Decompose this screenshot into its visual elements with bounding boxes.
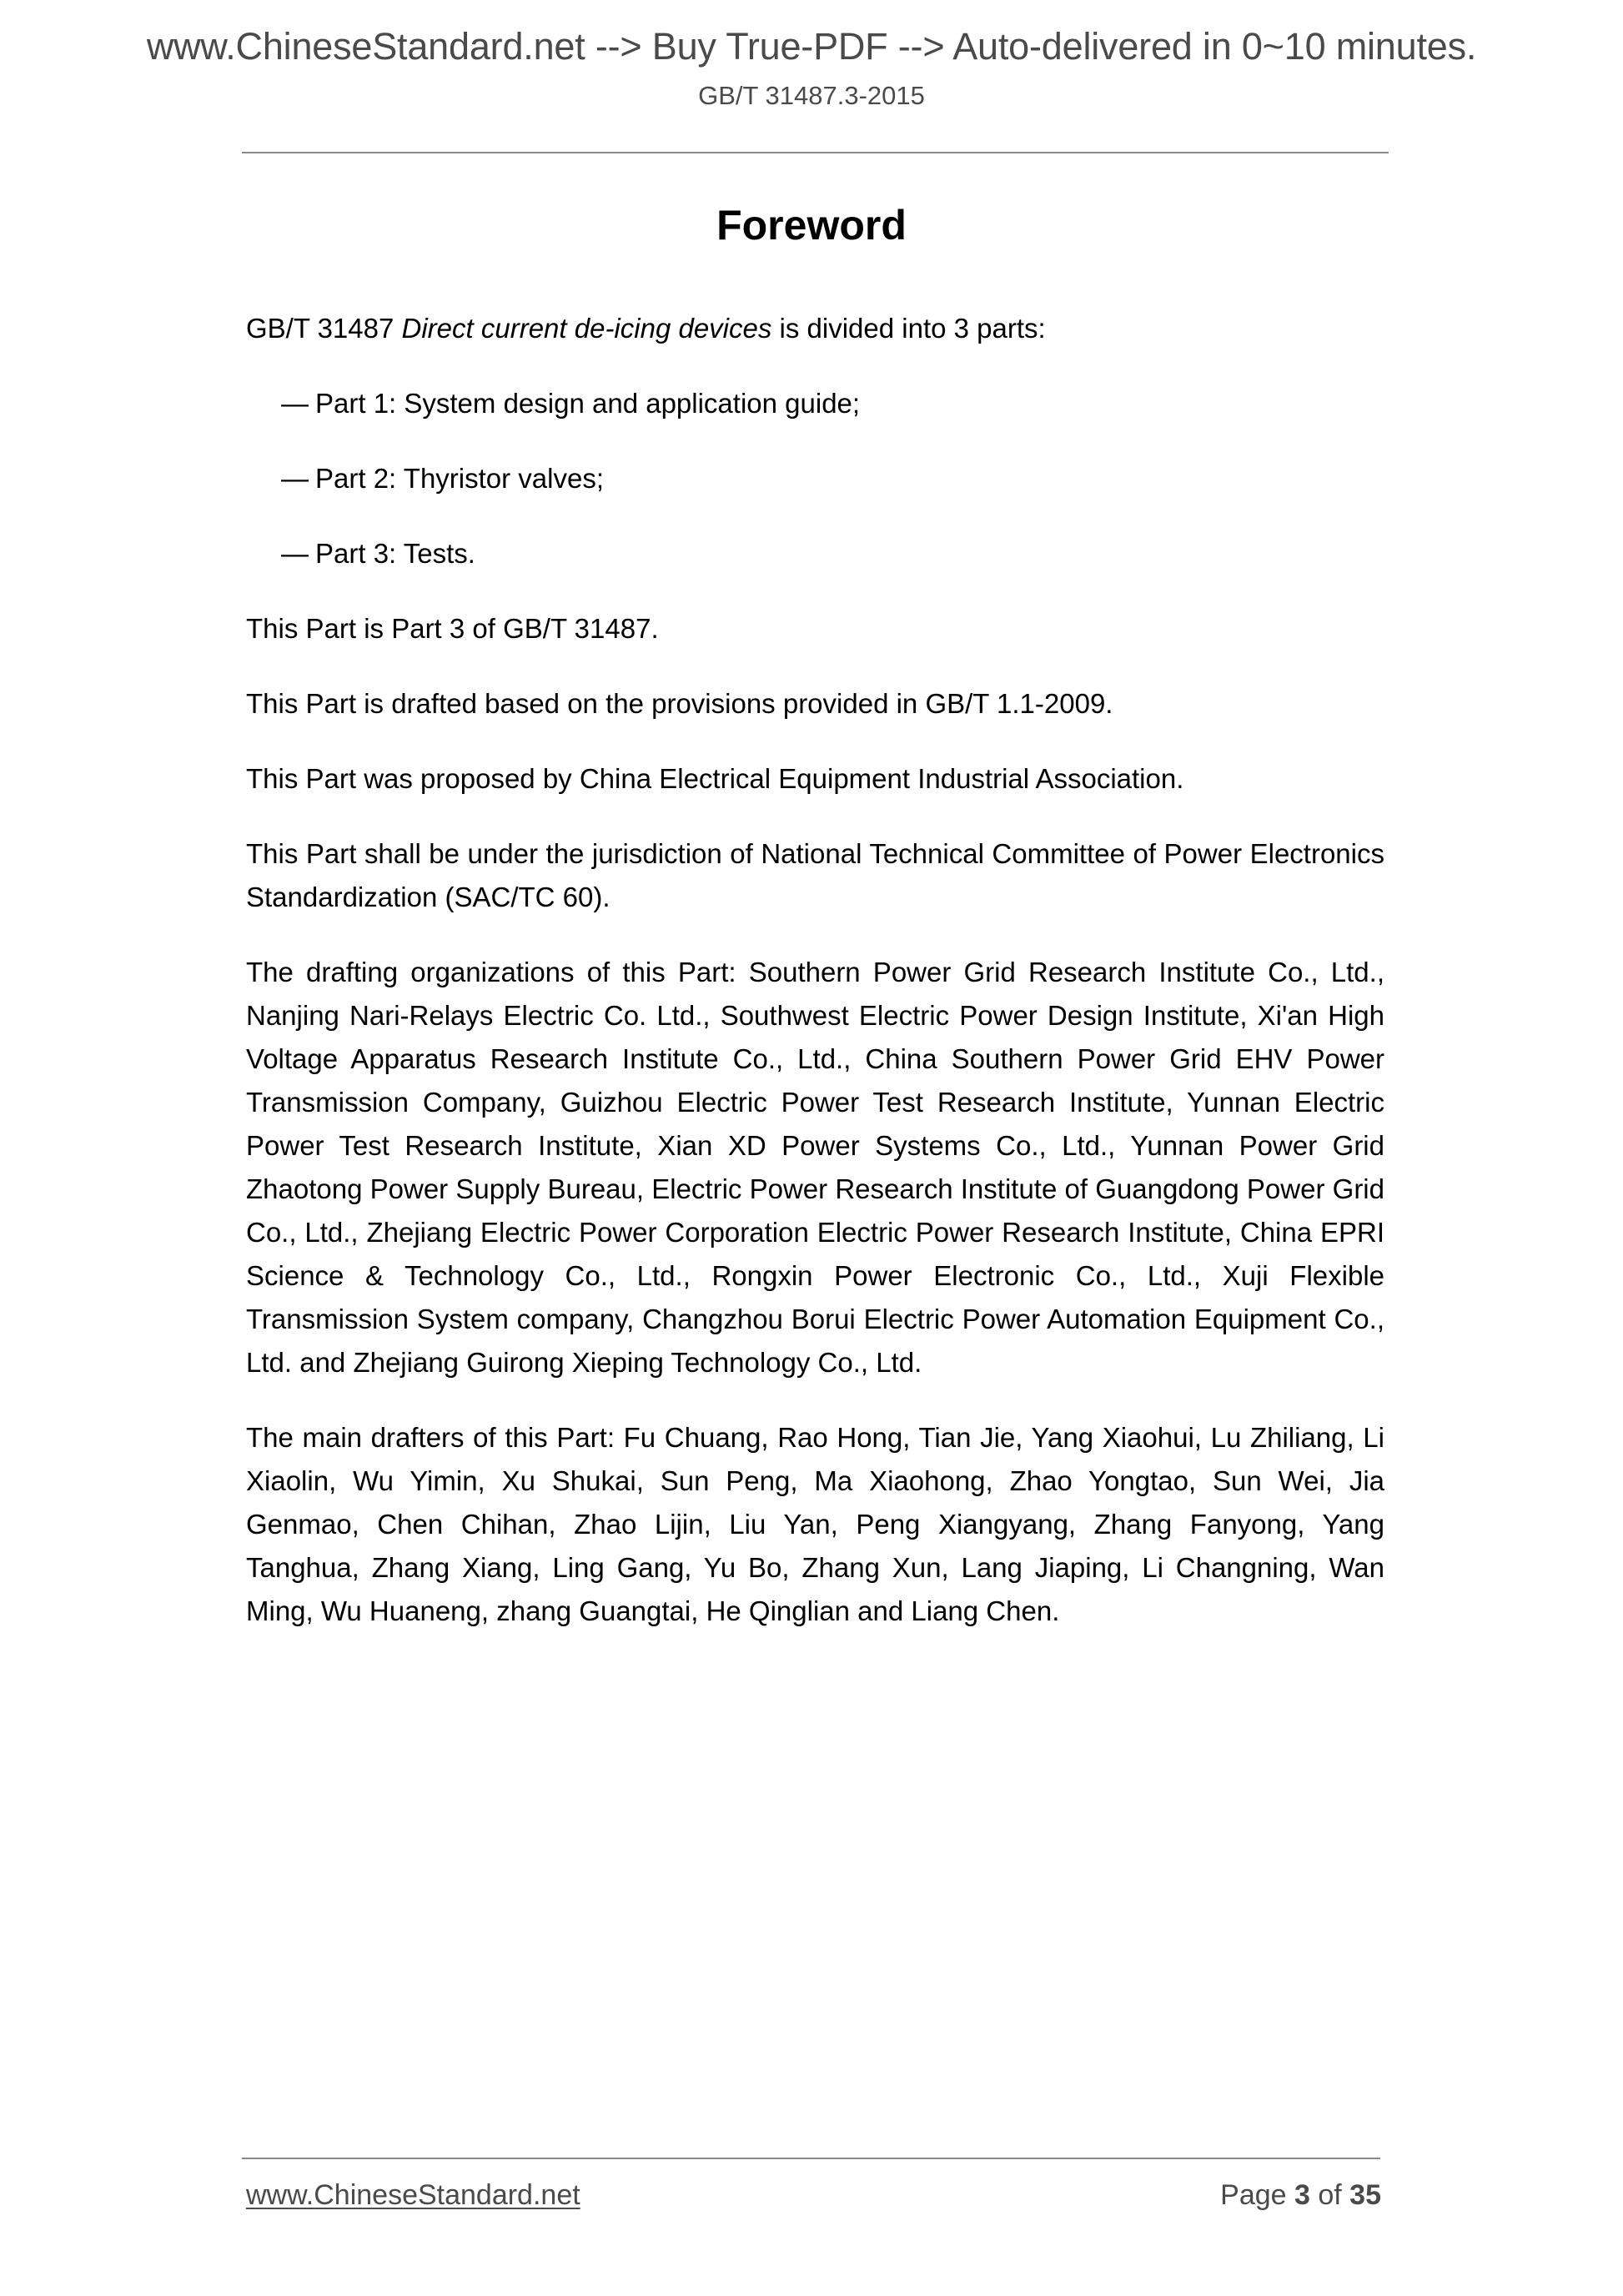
intro-paragraph	[246, 307, 1384, 350]
page-title: Foreword	[716, 202, 907, 249]
paragraph-proposer: This Part was proposed by China Electrical Equipment Industrial Association.	[246, 763, 1184, 794]
dash-bullet: —	[281, 538, 309, 569]
header-divider	[242, 152, 1389, 153]
dash-bullet: —	[281, 463, 309, 494]
list-item-part-1	[246, 382, 1384, 425]
dash-bullet: —	[281, 388, 309, 419]
document-code: GB/T 31487.3-2015	[698, 81, 925, 110]
paragraph-part-of: This Part is Part 3 of GB/T 31487.	[246, 613, 659, 644]
part-label: Part 1: System design and application guide;	[315, 388, 861, 419]
footer-site-link[interactable]: www.ChineseStandard.net	[246, 2179, 580, 2211]
page-indicator	[1220, 2177, 1381, 2213]
page-of: of	[1309, 2179, 1350, 2211]
total-page-count: 35	[1349, 2179, 1381, 2211]
current-page-number: 3	[1294, 2179, 1310, 2211]
part-label: Part 2: Thyristor valves;	[315, 463, 605, 494]
intro-prefix: GB/T 31487	[246, 313, 402, 344]
promo-banner: www.ChineseStandard.net --> Buy True-PDF --> Auto-delivered in 0~10 minutes.	[146, 25, 1477, 68]
foreword-body	[246, 307, 1384, 1633]
standard-title: Direct current de-icing devices	[401, 313, 772, 344]
paragraph-drafting-organizations: The drafting organizations of this Part: Southern Power Grid Research Institute Co., Ltd., Nanjing Nari-Relays Electric Co. Ltd., Southwest Electric Power Design Institute, Xi'an High Voltage Apparatus Research Institute Co., Ltd., China Southern Power Grid EHV Power Transmission Company, Guizhou Electric Power Test Research Institute, Yunnan Electric Power Test Research Institute, Xian XD Power Systems Co., Ltd., Yunnan Power Grid Zhaotong Power Supply Bureau, Electric Power Research Institute of Guangdong Power Grid Co., Ltd., Zhejiang Electric Power Corporation Electric Power Research Institute, China EPRI Science & Technology Co., Ltd., Rongxin Power Electronic Co., Ltd., Xuji Flexible Transmission System company, Changzhou Borui Electric Power Automation Equipment Co., Ltd. and Zhejiang Guirong Xieping Technology Co., Ltd.	[246, 957, 1384, 1378]
footer-divider	[242, 2158, 1380, 2159]
paragraph-main-drafters: The main drafters of this Part: Fu Chuang, Rao Hong, Tian Jie, Yang Xiaohui, Lu Zhiliang, Li Xiaolin, Wu Yimin, Xu Shukai, Sun Peng, Ma Xiaohong, Zhao Yongtao, Sun Wei, Jia Genmao, Chen Chihan, Zhao Lijin, Liu Yan, Peng Xiangyang, Zhang Fanyong, Yang Tanghua, Zhang Xiang, Ling Gang, Yu Bo, Zhang Xun, Lang Jiaping, Li Changning, Wan Ming, Wu Huaneng, zhang Guangtai, He Qinglian and Liang Chen.	[246, 1422, 1384, 1626]
part-label: Part 3: Tests.	[315, 538, 475, 569]
page-prefix: Page	[1220, 2179, 1294, 2211]
paragraph-jurisdiction: This Part shall be under the jurisdiction of National Technical Committee of Power Electronics Standardization (SAC/TC 60).	[246, 838, 1384, 912]
paragraph-drafting-basis: This Part is drafted based on the provisions provided in GB/T 1.1-2009.	[246, 688, 1113, 719]
list-item-part-2	[246, 457, 1384, 500]
list-item-part-3	[246, 532, 1384, 575]
intro-suffix: is divided into 3 parts:	[771, 313, 1046, 344]
